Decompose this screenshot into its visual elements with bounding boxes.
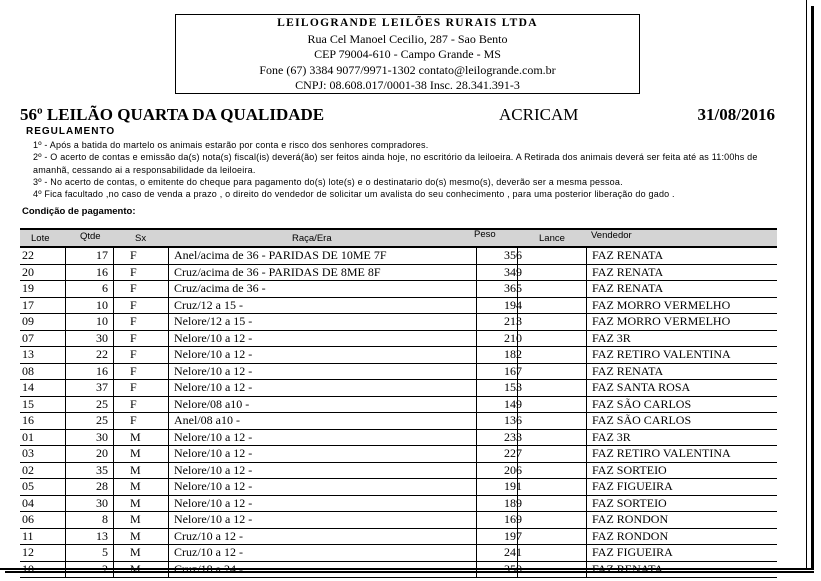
column-divider xyxy=(168,397,169,413)
payment-condition: Condição de pagamento: xyxy=(22,206,136,217)
cell-raca: Nelore/10 a 12 - xyxy=(174,495,253,510)
cell-vendedor: FAZ MORRO VERMELHO xyxy=(592,314,731,328)
cell-peso: 167 xyxy=(504,363,522,378)
cell-peso: 227 xyxy=(504,446,522,460)
column-divider xyxy=(586,446,587,462)
table-row xyxy=(20,347,777,364)
column-divider xyxy=(113,463,114,479)
cell-peso: 136 xyxy=(504,413,522,427)
col-vendedor: Vendedor xyxy=(591,230,632,241)
column-divider xyxy=(113,397,114,413)
cell-raca: Cruz/acima de 36 - PARIDAS DE 8ME 8F xyxy=(174,264,381,279)
cell-vendedor: FAZ SÃO CARLOS xyxy=(592,413,692,427)
column-divider xyxy=(586,314,587,330)
cell-lote: 01 xyxy=(22,429,34,444)
auction-title-row xyxy=(20,105,775,127)
cell-raca: Nelore/10 a 12 - xyxy=(174,330,253,345)
column-divider xyxy=(168,496,169,512)
cell-raca: Nelore/10 a 12 - xyxy=(174,479,253,493)
cell-peso: 206 xyxy=(504,462,522,477)
cell-raca: Nelore/10 a 12 - xyxy=(174,462,253,477)
column-divider xyxy=(65,265,66,281)
table-row xyxy=(20,529,777,546)
cell-raca: Cruz/acima de 36 - xyxy=(174,281,266,295)
column-divider xyxy=(586,397,587,413)
cell-raca: Nelore/10 a 12 - xyxy=(174,512,253,526)
auction-title: 56º LEILÃO QUARTA DA QUALIDADE xyxy=(20,105,325,124)
col-lote: Lote xyxy=(31,233,50,244)
column-divider xyxy=(586,298,587,314)
cell-peso: 356 xyxy=(504,248,522,262)
cell-qtde: 22 xyxy=(96,347,108,361)
column-divider xyxy=(168,347,169,363)
cell-raca: Cruz/10 a 12 - xyxy=(174,528,243,543)
column-divider xyxy=(586,430,587,446)
cell-lote: 07 xyxy=(22,330,34,345)
cell-raca: Nelore/10 a 12 - xyxy=(174,363,253,378)
cell-vendedor: FAZ 3R xyxy=(592,429,631,444)
column-divider xyxy=(65,380,66,396)
cell-peso: 153 xyxy=(504,380,522,394)
cell-peso: 169 xyxy=(504,512,522,526)
column-divider xyxy=(113,281,114,297)
cell-sx: M xyxy=(130,545,141,559)
table-row xyxy=(20,248,777,265)
column-divider xyxy=(168,413,169,429)
column-divider xyxy=(168,430,169,446)
column-divider xyxy=(113,265,114,281)
column-divider xyxy=(65,364,66,380)
cell-qtde: 30 xyxy=(96,495,108,510)
table-row xyxy=(20,413,777,430)
cell-sx: F xyxy=(130,314,137,328)
cell-lote: 12 xyxy=(22,545,34,559)
table-row xyxy=(20,364,777,381)
column-divider xyxy=(65,314,66,330)
column-divider xyxy=(168,529,169,545)
column-divider xyxy=(168,265,169,281)
cell-lote: 11 xyxy=(22,528,34,543)
column-divider xyxy=(65,248,66,264)
table-row xyxy=(20,496,777,513)
column-divider xyxy=(65,562,66,578)
column-divider xyxy=(168,314,169,330)
cell-vendedor: FAZ SÃO CARLOS xyxy=(592,396,692,411)
table-row xyxy=(20,512,777,529)
column-divider xyxy=(168,364,169,380)
cell-lote: 16 xyxy=(22,413,34,427)
table-row xyxy=(20,545,777,562)
cell-lote: 09 xyxy=(22,314,34,328)
table-row xyxy=(20,479,777,496)
cell-sx: M xyxy=(130,512,141,526)
cell-raca: Nelore/10 a 12 - xyxy=(174,380,253,394)
cell-sx: F xyxy=(130,281,137,295)
table-row xyxy=(20,446,777,463)
column-divider xyxy=(65,479,66,495)
auction-date: 31/08/2016 xyxy=(697,105,775,124)
table-row xyxy=(20,430,777,447)
company-cnpj: CNPJ: 08.608.017/0001-38 Insc. 28.341.391-3 xyxy=(295,78,520,92)
cell-peso: 350 xyxy=(504,561,522,576)
column-divider xyxy=(586,463,587,479)
column-divider xyxy=(65,331,66,347)
cell-vendedor: FAZ RENATA xyxy=(592,363,664,378)
table-row xyxy=(20,281,777,298)
column-divider xyxy=(113,380,114,396)
cell-lote: 22 xyxy=(22,248,34,262)
cell-qtde: 8 xyxy=(102,512,108,526)
cell-lote: 20 xyxy=(22,264,34,279)
column-divider xyxy=(168,298,169,314)
company-name: LEILOGRANDE LEILÕES RURAIS LTDA xyxy=(277,17,538,29)
cell-sx: F xyxy=(130,380,137,394)
table-row xyxy=(20,331,777,348)
cell-peso: 241 xyxy=(504,545,522,559)
column-divider xyxy=(113,314,114,330)
col-raca: Raça/Era xyxy=(292,233,332,244)
cell-qtde: 20 xyxy=(96,446,108,460)
column-divider xyxy=(168,545,169,561)
cell-raca: Cruz/12 a 15 - xyxy=(174,297,243,312)
cell-sx: F xyxy=(130,264,137,279)
cell-qtde: 28 xyxy=(96,479,108,493)
cell-qtde: 37 xyxy=(96,380,108,394)
column-divider xyxy=(113,331,114,347)
column-divider xyxy=(113,347,114,363)
column-divider xyxy=(586,331,587,347)
table-row xyxy=(20,265,777,282)
cell-peso: 149 xyxy=(504,396,522,411)
cell-vendedor: FAZ RENATA xyxy=(592,561,664,576)
cell-lote: 02 xyxy=(22,462,34,477)
column-divider xyxy=(168,248,169,264)
cell-sx: F xyxy=(130,363,137,378)
cell-vendedor: FAZ RENATA xyxy=(592,281,664,295)
column-divider xyxy=(65,545,66,561)
rule-1: 1º - Após a batida do martelo os animais estarão por conta e risco dos senhores compradores. xyxy=(33,140,429,150)
cell-peso: 197 xyxy=(504,528,522,543)
column-divider xyxy=(168,512,169,528)
column-divider xyxy=(65,512,66,528)
col-qtde: Qtde xyxy=(80,231,101,242)
cell-qtde: 16 xyxy=(96,264,108,279)
cell-qtde: 35 xyxy=(96,462,108,477)
column-divider xyxy=(168,562,169,578)
cell-lote: 15 xyxy=(22,396,34,411)
column-divider xyxy=(113,364,114,380)
cell-vendedor: FAZ SORTEIO xyxy=(592,462,667,477)
table-row xyxy=(20,562,777,579)
company-cep: CEP 79004-610 - Campo Grande - MS xyxy=(314,47,501,61)
page-frame-shadow-right xyxy=(811,6,814,570)
cell-qtde: 25 xyxy=(96,413,108,427)
cell-vendedor: FAZ FIGUEIRA xyxy=(592,545,673,559)
column-divider xyxy=(113,512,114,528)
rule-3: 3º - No acerto de contas, o emitente do cheque para pagamento do(s) lote(s) e o destinatario do(s) mesmo(s), deverão ser a mesma pessoa. xyxy=(33,176,623,187)
column-divider xyxy=(586,265,587,281)
column-divider xyxy=(168,446,169,462)
cell-qtde: 2 xyxy=(102,561,108,576)
column-divider xyxy=(113,562,114,578)
cell-raca: Nelore/08 a10 - xyxy=(174,396,250,411)
cell-vendedor: FAZ RONDON xyxy=(592,512,669,526)
company-contact: Fone (67) 3384 9077/9971-1302 contato@leilogrande.com.br xyxy=(259,62,556,77)
cell-raca: Nelore/12 a 15 - xyxy=(174,314,253,328)
cell-vendedor: FAZ RETIRO VALENTINA xyxy=(592,347,731,361)
cell-raca: Anel/08 a10 - xyxy=(174,413,240,427)
cell-sx: M xyxy=(130,446,141,460)
cell-peso: 233 xyxy=(504,429,522,444)
cell-sx: F xyxy=(130,248,137,262)
column-divider xyxy=(586,364,587,380)
cell-qtde: 25 xyxy=(96,396,108,411)
col-lance: Lance xyxy=(539,233,565,244)
cell-vendedor: FAZ RETIRO VALENTINA xyxy=(592,446,731,460)
column-divider xyxy=(113,529,114,545)
column-divider xyxy=(113,479,114,495)
column-divider xyxy=(168,380,169,396)
column-divider xyxy=(586,479,587,495)
cell-lote: 05 xyxy=(22,479,34,493)
cell-sx: M xyxy=(130,528,141,543)
cell-peso: 182 xyxy=(504,347,522,361)
column-divider xyxy=(113,298,114,314)
column-divider xyxy=(113,545,114,561)
regulation-title: REGULAMENTO xyxy=(26,126,116,137)
cell-raca: Nelore/10 a 12 - xyxy=(174,347,253,361)
cell-sx: M xyxy=(130,561,141,576)
cell-lote: 13 xyxy=(22,347,34,361)
col-sx: Sx xyxy=(135,233,147,244)
cell-raca: Cruz/10 a 12 - xyxy=(174,545,243,559)
regulation-rules xyxy=(33,139,773,200)
cell-lote: 03 xyxy=(22,446,34,460)
column-divider xyxy=(586,562,587,578)
cell-peso: 365 xyxy=(504,281,522,295)
column-divider xyxy=(65,298,66,314)
cell-lote: 08 xyxy=(22,363,34,378)
column-divider xyxy=(168,463,169,479)
cell-vendedor: FAZ MORRO VERMELHO xyxy=(592,297,731,312)
column-divider xyxy=(113,413,114,429)
column-divider xyxy=(65,281,66,297)
cell-sx: F xyxy=(130,396,137,411)
cell-sx: F xyxy=(130,297,137,312)
column-divider xyxy=(168,281,169,297)
column-divider xyxy=(65,430,66,446)
cell-vendedor: FAZ RONDON xyxy=(592,528,669,543)
cell-sx: F xyxy=(130,347,137,361)
table-row xyxy=(20,298,777,315)
column-divider xyxy=(65,413,66,429)
cell-qtde: 16 xyxy=(96,363,108,378)
column-divider xyxy=(586,380,587,396)
column-divider xyxy=(113,496,114,512)
cell-vendedor: FAZ RENATA xyxy=(592,264,664,279)
column-divider xyxy=(113,248,114,264)
page-frame-right xyxy=(806,0,807,570)
column-divider xyxy=(586,413,587,429)
cell-vendedor: FAZ SANTA ROSA xyxy=(592,380,691,394)
cell-qtde: 5 xyxy=(102,545,108,559)
column-divider xyxy=(65,397,66,413)
column-divider xyxy=(113,446,114,462)
cell-raca: Nelore/10 a 12 - xyxy=(174,446,253,460)
cell-sx: M xyxy=(130,462,141,477)
column-divider xyxy=(168,331,169,347)
cell-lote: 10 xyxy=(22,561,34,576)
lot-table xyxy=(20,228,777,578)
cell-raca: Nelore/10 a 12 - xyxy=(174,429,253,444)
company-address: Rua Cel Manoel Cecilio, 287 - Sao Bento xyxy=(307,31,508,46)
rule-2: 2º - O acerto de contas e emissão da(s) nota(s) fiscal(is) deverá(ão) ser feitos ainda hoje, no escritório da leiloeira. A Retirada dos animais deverá ser feita até as 11:00hs de amanhã, cessando ai a responsabilidade da leiloeira. xyxy=(33,152,758,175)
cell-peso: 189 xyxy=(504,495,522,510)
column-divider xyxy=(65,446,66,462)
cell-vendedor: FAZ FIGUEIRA xyxy=(592,479,673,493)
cell-peso: 194 xyxy=(504,297,522,312)
auction-venue: ACRICAM xyxy=(499,105,579,124)
cell-vendedor: FAZ 3R xyxy=(592,330,631,345)
column-divider xyxy=(65,347,66,363)
cell-qtde: 6 xyxy=(102,281,108,295)
cell-sx: F xyxy=(130,330,137,345)
table-row xyxy=(20,397,777,414)
cell-lote: 17 xyxy=(22,297,34,312)
column-divider xyxy=(586,545,587,561)
column-divider xyxy=(65,496,66,512)
column-divider xyxy=(65,529,66,545)
cell-lote: 06 xyxy=(22,512,34,526)
column-divider xyxy=(586,496,587,512)
cell-qtde: 10 xyxy=(96,297,108,312)
rule-4: 4º Fica facultado ,no caso de venda a prazo , o direito do vendedor de solicitar um avalista do seu conhecimento , para uma posterior liberação do gado . xyxy=(33,189,675,200)
table-row xyxy=(20,314,777,331)
column-divider xyxy=(586,281,587,297)
cell-peso: 349 xyxy=(504,264,522,279)
cell-peso: 191 xyxy=(504,479,522,493)
cell-qtde: 13 xyxy=(96,528,108,543)
cell-peso: 210 xyxy=(504,330,522,345)
cell-sx: M xyxy=(130,429,141,444)
column-divider xyxy=(586,529,587,545)
cell-qtde: 30 xyxy=(96,330,108,345)
cell-lote: 19 xyxy=(22,281,34,295)
cell-raca: Cruz/18 a 24 - xyxy=(174,561,243,576)
column-divider xyxy=(586,512,587,528)
company-header xyxy=(175,14,640,94)
table-row xyxy=(20,380,777,397)
table-row xyxy=(20,463,777,480)
cell-vendedor: FAZ RENATA xyxy=(592,248,664,262)
cell-sx: F xyxy=(130,413,137,427)
cell-sx: M xyxy=(130,495,141,510)
column-divider xyxy=(586,347,587,363)
cell-sx: M xyxy=(130,479,141,493)
cell-lote: 14 xyxy=(22,380,34,394)
cell-qtde: 17 xyxy=(96,248,108,262)
cell-vendedor: FAZ SORTEIO xyxy=(592,495,667,510)
cell-qtde: 10 xyxy=(96,314,108,328)
table-header xyxy=(20,228,777,248)
col-peso: Peso xyxy=(474,229,496,240)
column-divider xyxy=(65,463,66,479)
cell-peso: 213 xyxy=(504,314,522,328)
cell-qtde: 30 xyxy=(96,429,108,444)
column-divider xyxy=(113,430,114,446)
column-divider xyxy=(586,248,587,264)
column-divider xyxy=(168,479,169,495)
cell-raca: Anel/acima de 36 - PARIDAS DE 10ME 7F xyxy=(174,248,387,262)
cell-lote: 04 xyxy=(22,495,34,510)
